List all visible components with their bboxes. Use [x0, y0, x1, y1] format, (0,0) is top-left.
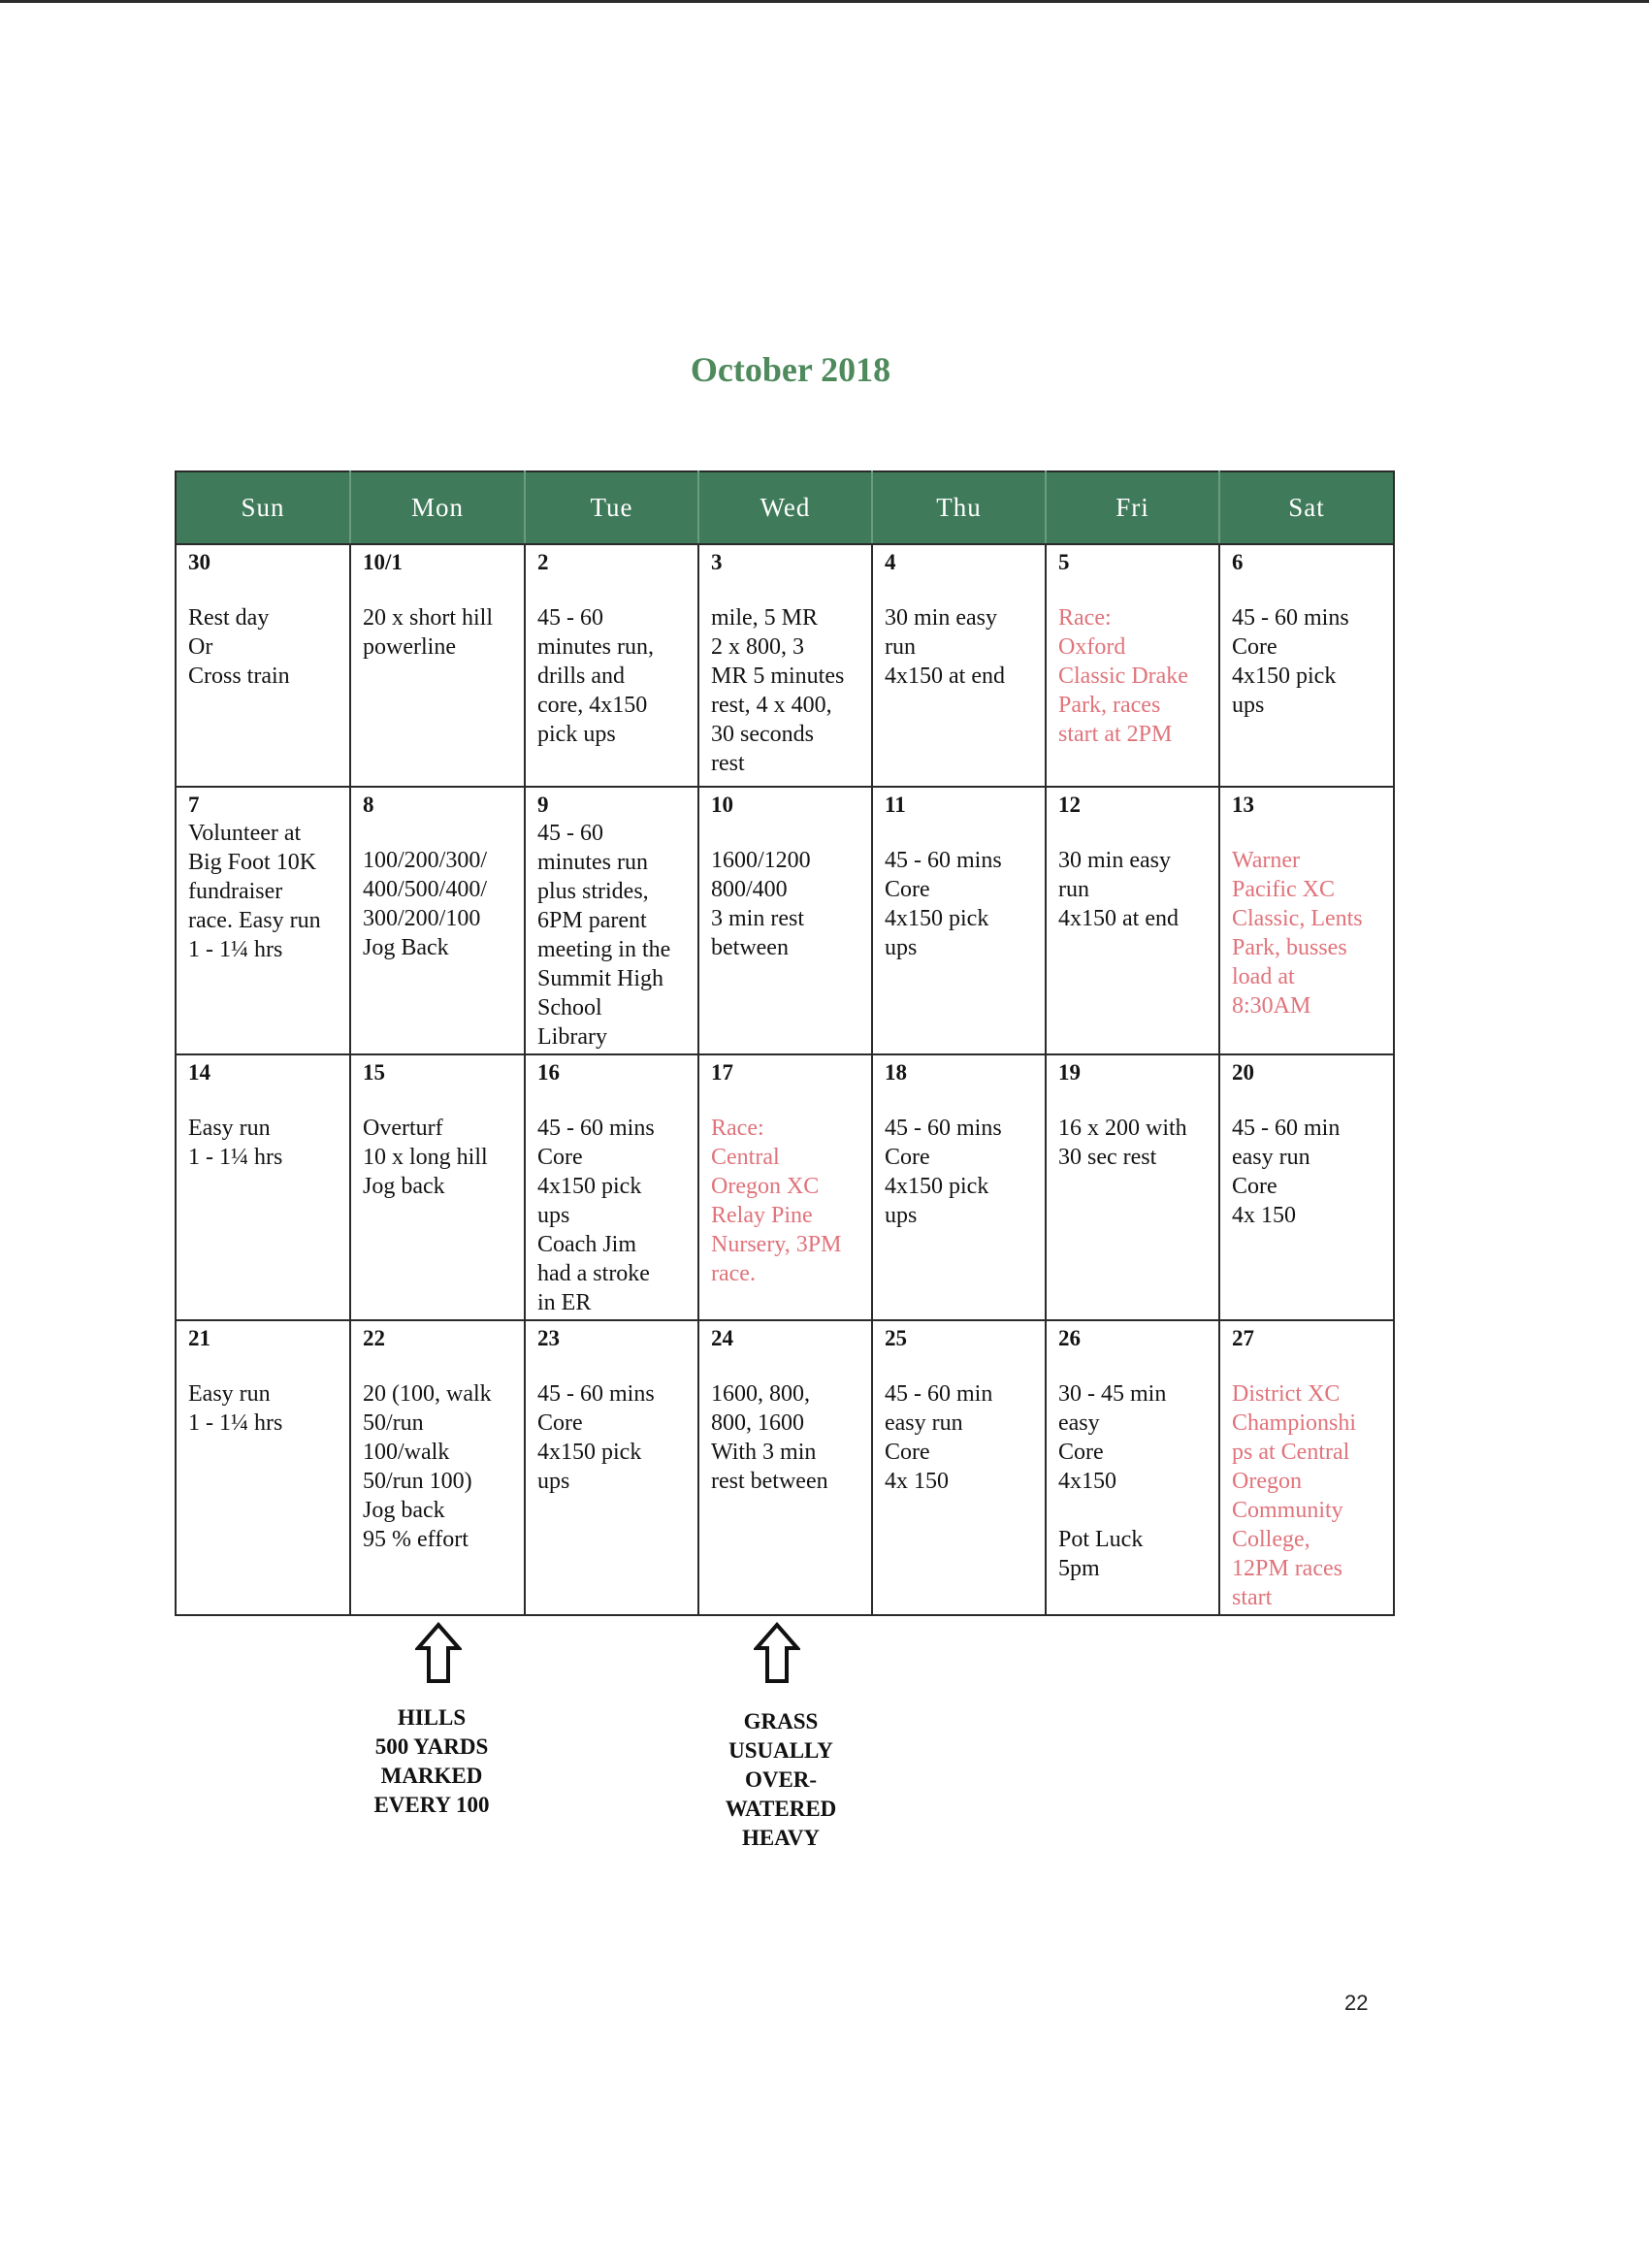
- cell-spacer: [537, 1086, 688, 1114]
- weekday-header: Thu: [872, 471, 1046, 544]
- day-number: 15: [363, 1060, 385, 1085]
- calendar-day-cell: [350, 544, 525, 787]
- weekday-header: Fri: [1046, 471, 1219, 544]
- calendar-day-cell: [350, 787, 525, 1054]
- calendar-day-cell: [872, 1054, 1046, 1320]
- cell-spacer: [711, 1086, 861, 1114]
- cell-spacer: [363, 576, 514, 603]
- cell-spacer: [1232, 819, 1383, 846]
- calendar-day-cell: [1046, 544, 1219, 787]
- calendar-title: October 2018: [690, 350, 891, 389]
- cell-spacer: [363, 819, 514, 846]
- day-number: 3: [711, 550, 723, 574]
- workout-text: 45 - 60 mins Core 4x150 pick ups Coach Jim had a stroke in ER: [537, 1116, 655, 1315]
- calendar-day-cell: [698, 1320, 872, 1615]
- cell-spacer: [885, 1086, 1035, 1114]
- calendar-week-row: [176, 787, 1394, 1054]
- calendar-day-cell: [1219, 544, 1394, 787]
- cell-spacer: [188, 1352, 340, 1379]
- workout-text: 45 - 60 min easy run Core 4x 150: [1232, 1116, 1341, 1228]
- workout-text: Volunteer at Big Foot 10K fundraiser race. Easy run 1 - 1¼ hrs: [188, 821, 321, 962]
- calendar-day-cell: [525, 1054, 698, 1320]
- calendar-day-cell: [525, 544, 698, 787]
- workout-text: 45 - 60 minutes run, drills and core, 4x150 pick ups: [537, 605, 654, 747]
- workout-text: 45 - 60 min easy run Core 4x 150: [885, 1381, 993, 1494]
- workout-text: 45 - 60 mins Core 4x150 pick ups: [537, 1381, 655, 1494]
- workout-text: 30 - 45 min easy Core 4x150 Pot Luck 5pm: [1058, 1381, 1167, 1581]
- cell-spacer: [885, 1352, 1035, 1379]
- race-event-text: District XC Championshi ps at Central Oregon Community College, 12PM races start: [1232, 1381, 1357, 1610]
- day-number: 2: [537, 550, 549, 574]
- day-number: 27: [1232, 1326, 1254, 1350]
- page-top-rule: [0, 0, 1649, 3]
- cell-spacer: [188, 1086, 340, 1114]
- cell-spacer: [363, 1086, 514, 1114]
- cell-spacer: [1058, 1086, 1209, 1114]
- day-number: 10: [711, 793, 733, 817]
- calendar-day-cell: [176, 544, 350, 787]
- calendar-body: [176, 544, 1394, 1615]
- race-event-text: Warner Pacific XC Classic, Lents Park, busses load at 8:30AM: [1232, 848, 1363, 1019]
- cell-spacer: [1232, 1086, 1383, 1114]
- workout-text: 20 (100, walk 50/run 100/walk 50/run 100) Jog back 95 % effort: [363, 1381, 492, 1552]
- workout-text: Rest day Or Cross train: [188, 605, 290, 689]
- calendar-day-cell: [698, 544, 872, 787]
- cell-spacer: [1058, 576, 1209, 603]
- cell-spacer: [188, 576, 340, 603]
- cell-spacer: [1232, 1352, 1383, 1379]
- cell-spacer: [537, 1352, 688, 1379]
- cell-spacer: [711, 576, 861, 603]
- weekday-header: Sat: [1219, 471, 1394, 544]
- calendar-day-cell: [350, 1320, 525, 1615]
- calendar-week-row: [176, 1054, 1394, 1320]
- race-event-text: Race: Oxford Classic Drake Park, races start at 2PM: [1058, 605, 1188, 747]
- cell-spacer: [711, 1352, 861, 1379]
- workout-text: 20 x short hill powerline: [363, 605, 494, 660]
- workout-text: 45 - 60 mins Core 4x150 pick ups: [1232, 605, 1349, 718]
- day-number: 7: [188, 793, 200, 817]
- cell-spacer: [1058, 1352, 1209, 1379]
- calendar-day-cell: [872, 1320, 1046, 1615]
- workout-text: 1600/1200 800/400 3 min rest between: [711, 848, 811, 960]
- calendar-week-row: [176, 544, 1394, 787]
- cell-spacer: [1058, 819, 1209, 846]
- calendar-day-cell: [698, 1054, 872, 1320]
- workout-text: 30 min easy run 4x150 at end: [1058, 848, 1179, 931]
- weekday-header: Mon: [350, 471, 525, 544]
- calendar-day-cell: [1046, 1054, 1219, 1320]
- cell-spacer: [537, 576, 688, 603]
- hills-note: HILLS 500 YARDS MARKED EVERY 100: [373, 1705, 490, 1817]
- calendar-table: [175, 470, 1395, 1616]
- day-number: 6: [1232, 550, 1244, 574]
- day-number: 20: [1232, 1060, 1254, 1085]
- calendar-day-cell: [1046, 1320, 1219, 1615]
- cell-spacer: [1232, 576, 1383, 603]
- day-number: 16: [537, 1060, 560, 1085]
- day-number: 9: [537, 793, 549, 817]
- workout-text: 45 - 60 minutes run plus strides, 6PM parent meeting in the Summit High School Library: [537, 821, 671, 1050]
- workout-text: 1600, 800, 800, 1600 With 3 min rest between: [711, 1381, 828, 1494]
- calendar-day-cell: [176, 1054, 350, 1320]
- day-number: 14: [188, 1060, 210, 1085]
- day-number: 19: [1058, 1060, 1081, 1085]
- weekday-header: Tue: [525, 471, 698, 544]
- workout-text: 100/200/300/ 400/500/400/ 300/200/100 Jog Back: [363, 848, 488, 960]
- cell-spacer: [885, 576, 1035, 603]
- cell-spacer: [363, 1352, 514, 1379]
- workout-text: 45 - 60 mins Core 4x150 pick ups: [885, 1116, 1002, 1228]
- workout-text: Overturf 10 x long hill Jog back: [363, 1116, 488, 1199]
- race-event-text: Race: Central Oregon XC Relay Pine Nursery, 3PM race.: [711, 1116, 842, 1286]
- day-number: 4: [885, 550, 896, 574]
- workout-text: Easy run 1 - 1¼ hrs: [188, 1116, 283, 1170]
- day-number: 21: [188, 1326, 210, 1350]
- calendar-header-row: [176, 471, 1394, 544]
- day-number: 26: [1058, 1326, 1081, 1350]
- day-number: 30: [188, 550, 210, 574]
- calendar-day-cell: [1219, 787, 1394, 1054]
- calendar-week-row: [176, 1320, 1394, 1615]
- workout-text: 30 min easy run 4x150 at end: [885, 605, 1005, 689]
- day-number: 5: [1058, 550, 1070, 574]
- up-arrow-icon: [754, 1622, 800, 1684]
- calendar-day-cell: [176, 1320, 350, 1615]
- calendar-day-cell: [872, 544, 1046, 787]
- calendar-day-cell: [176, 787, 350, 1054]
- calendar-day-cell: [872, 787, 1046, 1054]
- workout-text: mile, 5 MR 2 x 800, 3 MR 5 minutes rest, 4 x 400, 30 seconds rest: [711, 605, 845, 776]
- calendar-day-cell: [1046, 787, 1219, 1054]
- day-number: 22: [363, 1326, 385, 1350]
- day-number: 17: [711, 1060, 733, 1085]
- cell-spacer: [885, 819, 1035, 846]
- day-number: 25: [885, 1326, 907, 1350]
- grass-note: GRASS USUALLY OVER- WATERED HEAVY: [725, 1709, 837, 1850]
- day-number: 13: [1232, 793, 1254, 817]
- calendar-day-cell: [1219, 1054, 1394, 1320]
- day-number: 12: [1058, 793, 1081, 817]
- weekday-header: Sun: [176, 471, 350, 544]
- day-number: 11: [885, 793, 906, 817]
- day-number: 10/1: [363, 550, 403, 574]
- calendar-day-cell: [525, 787, 698, 1054]
- day-number: 8: [363, 793, 374, 817]
- page-number: 22: [1344, 1991, 1369, 2015]
- workout-text: 16 x 200 with 30 sec rest: [1058, 1116, 1187, 1170]
- calendar-day-cell: [350, 1054, 525, 1320]
- day-number: 23: [537, 1326, 560, 1350]
- workout-text: Easy run 1 - 1¼ hrs: [188, 1381, 283, 1436]
- cell-spacer: [711, 819, 861, 846]
- day-number: 18: [885, 1060, 907, 1085]
- up-arrow-icon: [415, 1622, 462, 1684]
- weekday-header: Wed: [698, 471, 872, 544]
- calendar-day-cell: [525, 1320, 698, 1615]
- day-number: 24: [711, 1326, 733, 1350]
- calendar-day-cell: [698, 787, 872, 1054]
- calendar-day-cell: [1219, 1320, 1394, 1615]
- workout-text: 45 - 60 mins Core 4x150 pick ups: [885, 848, 1002, 960]
